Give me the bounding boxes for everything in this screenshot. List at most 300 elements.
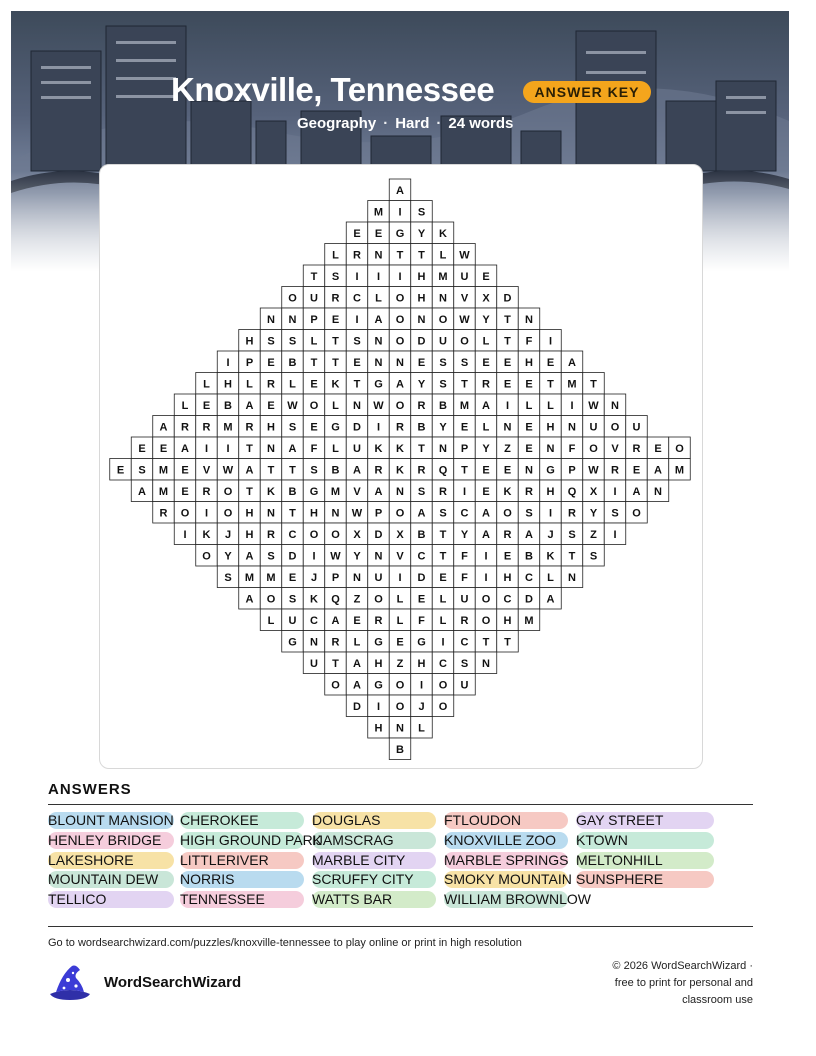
grid-letter: Y <box>439 421 447 434</box>
grid-letter: T <box>504 636 511 649</box>
grid-letter: L <box>439 249 447 262</box>
answer-word-label: HIGH GROUND PARK <box>180 831 323 848</box>
answer-word-label: BLOUNT MANSION <box>48 812 174 828</box>
grid-letter: O <box>503 507 512 520</box>
grid-letter: T <box>289 507 296 520</box>
grid-letter: A <box>288 442 297 455</box>
grid-letter: K <box>374 442 383 455</box>
grid-letter: L <box>375 292 382 305</box>
grid-letter: N <box>374 550 383 563</box>
grid-letter: H <box>546 485 555 498</box>
grid-letter: I <box>484 550 488 563</box>
grid-letter: O <box>331 528 340 541</box>
grid-letter: A <box>245 464 254 477</box>
grid-letter: E <box>632 464 641 477</box>
grid-letter: C <box>288 528 297 541</box>
grid-letter: H <box>245 335 254 348</box>
grid-letter: G <box>546 464 555 477</box>
grid-letter: I <box>355 313 359 326</box>
grid-letter: L <box>439 614 447 627</box>
grid-letter: R <box>632 442 641 455</box>
answer-word-label: IJAMSCRAG <box>312 831 394 848</box>
grid-letter: T <box>439 528 447 541</box>
grid-letter: S <box>460 657 469 670</box>
grid-letter: V <box>353 485 361 498</box>
grid-letter: O <box>202 550 211 563</box>
grid-letter: O <box>223 507 233 520</box>
grid-letter: A <box>632 485 641 498</box>
grid-letter: H <box>417 292 426 305</box>
grid-letter: H <box>503 571 512 584</box>
grid-letter: N <box>439 292 447 305</box>
grid-letter: N <box>525 313 533 326</box>
grid-letter: N <box>353 571 361 584</box>
grid-letter: A <box>245 550 254 563</box>
grid-letter: S <box>288 593 297 606</box>
grid-letter: O <box>395 335 405 348</box>
answer-word <box>576 832 714 849</box>
grid-letter: A <box>374 313 383 326</box>
grid-letter: F <box>461 550 468 563</box>
grid-letter: Z <box>504 442 511 455</box>
grid-letter: T <box>396 249 404 262</box>
grid-letter: E <box>138 442 146 455</box>
grid-letter: U <box>310 292 318 305</box>
grid-letter: O <box>395 679 405 692</box>
grid-letter: E <box>503 378 512 391</box>
grid-letter: U <box>353 442 361 455</box>
answer-word-label: MARBLE CITY <box>312 851 406 868</box>
grid-letter: A <box>396 378 404 391</box>
grid-letter: Z <box>353 593 361 606</box>
grid-letter: U <box>589 421 598 434</box>
grid-letter: P <box>331 571 340 584</box>
grid-letter: K <box>503 485 512 498</box>
answer-word-label: TELLICO <box>48 891 107 908</box>
grid-letter: R <box>482 378 490 391</box>
grid-letter: Q <box>438 464 448 477</box>
grid-letter: E <box>482 485 490 498</box>
grid-letter: I <box>355 270 359 283</box>
grid-letter: R <box>374 614 383 627</box>
grid-letter: S <box>310 464 318 477</box>
grid-letter: B <box>224 399 232 412</box>
grid-letter: D <box>417 335 426 348</box>
grid-letter: W <box>373 399 384 412</box>
grid-letter: H <box>374 722 383 735</box>
wizard-hat-logo-icon <box>46 962 94 1007</box>
grid-letter: I <box>613 485 617 498</box>
answer-word-label: MELTONHILL <box>576 851 663 868</box>
grid-letter: D <box>374 528 383 541</box>
category-label: Geography <box>297 115 377 132</box>
grid-letter: A <box>331 614 340 627</box>
answer-word <box>312 832 436 849</box>
grid-letter: R <box>267 378 275 391</box>
grid-letter: M <box>567 378 577 391</box>
answer-word-label: WILLIAM BROWNLOW <box>444 891 592 908</box>
grid-letter: V <box>460 292 469 305</box>
grid-letter: E <box>503 464 512 477</box>
grid-letter: N <box>568 571 576 584</box>
grid-letter: U <box>460 270 469 283</box>
grid-letter: K <box>546 550 555 563</box>
grid-letter: H <box>525 356 533 369</box>
grid-letter: L <box>525 399 533 412</box>
grid-letter: I <box>548 507 553 520</box>
answer-word-label: SMOKY MOUNTAIN <box>444 871 572 888</box>
grid-letter: I <box>204 442 209 455</box>
grid-letter: N <box>267 507 275 520</box>
grid-letter: R <box>460 614 469 627</box>
grid-letter: R <box>396 421 404 434</box>
grid-letter: L <box>439 593 447 606</box>
answer-word <box>180 891 304 908</box>
grid-letter: T <box>418 442 425 455</box>
grid-letter: O <box>266 593 276 606</box>
answer-word <box>48 852 174 869</box>
answer-word-label: SCRUFFY CITY <box>312 871 414 888</box>
grid-letter: S <box>439 356 447 369</box>
answer-word-label: TENNESSEE <box>180 891 265 908</box>
play-online-link-text[interactable]: Go to wordsearchwizard.com/puzzles/knoxville-tennessee to play online or print in high resolution <box>48 937 522 949</box>
grid-letter: O <box>632 507 641 520</box>
grid-letter: I <box>419 679 424 692</box>
grid-letter: G <box>374 636 383 649</box>
grid-letter: C <box>417 550 426 563</box>
grid-letter: W <box>351 507 363 520</box>
page-title: Knoxville, Tennessee <box>171 71 495 108</box>
grid-letter: N <box>374 356 383 369</box>
grid-letter: R <box>417 399 426 412</box>
grid-letter: N <box>611 399 619 412</box>
grid-letter: E <box>310 378 318 391</box>
grid-letter: G <box>395 227 405 240</box>
grid-letter: E <box>460 421 469 434</box>
answer-word-label: KNOXVILLE ZOO <box>444 831 557 848</box>
copyright-line: free to print for personal and <box>614 977 753 989</box>
grid-letter: E <box>503 356 512 369</box>
grid-letter: M <box>459 399 470 412</box>
grid-letter: O <box>610 421 620 434</box>
grid-letter: N <box>396 356 404 369</box>
grid-letter: E <box>439 571 447 584</box>
grid-letter: A <box>568 356 576 369</box>
grid-letter: L <box>332 399 339 412</box>
grid-letter: Z <box>396 657 404 670</box>
answer-word-label: FTLOUDON <box>444 812 521 828</box>
grid-letter: E <box>374 227 383 240</box>
grid-letter: H <box>245 528 254 541</box>
grid-letter: S <box>267 550 275 563</box>
grid-letter: K <box>396 464 404 477</box>
grid-letter: E <box>525 378 533 391</box>
grid-letter: I <box>226 356 230 369</box>
grid-letter: K <box>202 528 211 541</box>
grid-letter: S <box>267 335 275 348</box>
answers-heading: ANSWERS <box>48 781 132 798</box>
separator-dot: · <box>436 115 442 132</box>
grid-letter: H <box>245 507 254 520</box>
grid-letter: S <box>288 421 297 434</box>
grid-letter: A <box>353 464 361 477</box>
answer-word <box>312 812 436 829</box>
grid-letter: S <box>589 550 598 563</box>
grid-letter: N <box>503 421 512 434</box>
grid-letter: L <box>418 722 425 735</box>
grid-letter: N <box>525 464 533 477</box>
grid-letter: N <box>288 313 297 326</box>
grid-letter: X <box>396 528 404 541</box>
grid-letter: A <box>546 593 555 606</box>
grid-letter: E <box>181 464 189 477</box>
grid-letter: X <box>482 292 490 305</box>
answer-word-label: KTOWN <box>576 831 628 848</box>
grid-letter: Y <box>482 313 490 326</box>
grid-letter: C <box>310 614 318 627</box>
grid-letter: W <box>588 399 599 412</box>
answer-word-label: GAY STREET <box>576 812 664 828</box>
answer-word <box>180 871 304 888</box>
grid-letter: U <box>439 335 447 348</box>
grid-letter: S <box>331 270 340 283</box>
grid-letter: E <box>116 464 125 477</box>
grid-letter: W <box>222 464 234 477</box>
grid-letter: S <box>568 528 576 541</box>
grid-letter: S <box>224 571 232 584</box>
grid-letter: I <box>548 335 553 348</box>
grid-letter: N <box>331 507 340 520</box>
grid-letter: N <box>310 636 318 649</box>
divider <box>48 926 753 927</box>
grid-letter: D <box>353 421 361 434</box>
grid-letter: T <box>332 356 339 369</box>
grid-letter: I <box>398 270 402 283</box>
grid-letter: G <box>374 679 383 692</box>
grid-letter: R <box>331 636 340 649</box>
grid-letter: E <box>288 571 297 584</box>
grid-letter: O <box>481 593 491 606</box>
answer-word-label: LITTLERIVER <box>180 851 269 868</box>
grid-letter: U <box>460 679 469 692</box>
grid-letter: A <box>138 485 146 498</box>
grid-letter: T <box>246 485 253 498</box>
grid-letter: C <box>353 292 361 305</box>
grid-letter: D <box>353 700 361 713</box>
grid-letter: X <box>353 528 361 541</box>
grid-letter: M <box>524 614 534 627</box>
grid-letter: R <box>159 507 168 520</box>
grid-letter: B <box>288 485 297 498</box>
grid-letter: E <box>181 485 189 498</box>
grid-letter: T <box>547 378 554 391</box>
grid-letter: W <box>588 464 599 477</box>
grid-letter: K <box>310 593 318 606</box>
grid-letter: M <box>330 485 341 498</box>
grid-letter: Q <box>567 485 577 498</box>
grid-letter: L <box>353 636 361 649</box>
grid-letter: K <box>396 442 404 455</box>
answer-word <box>48 891 174 908</box>
grid-letter: D <box>525 593 533 606</box>
grid-letter: N <box>546 442 555 455</box>
grid-letter: Y <box>417 378 426 391</box>
grid-letter: U <box>310 657 318 670</box>
grid-letter: T <box>590 378 597 391</box>
grid-letter: T <box>267 464 275 477</box>
grid-letter: B <box>396 743 404 756</box>
answer-word <box>48 832 174 849</box>
grid-letter: E <box>654 442 662 455</box>
grid-letter: A <box>525 528 533 541</box>
grid-letter: L <box>396 593 404 606</box>
grid-letter: E <box>546 356 555 369</box>
grid-letter: M <box>158 485 169 498</box>
grid-letter: N <box>267 313 275 326</box>
answer-word <box>48 812 174 829</box>
grid-letter: P <box>460 442 469 455</box>
grid-letter: B <box>439 399 447 412</box>
grid-letter: I <box>613 528 617 541</box>
grid-letter: O <box>395 313 405 326</box>
grid-letter: L <box>246 378 253 391</box>
answer-key-badge: ANSWER KEY <box>523 81 651 103</box>
grid-letter: I <box>376 700 381 713</box>
grid-letter: S <box>417 485 426 498</box>
grid-letter: A <box>396 184 404 197</box>
grid-letter: T <box>461 378 468 391</box>
grid-letter: N <box>267 442 275 455</box>
grid-letter: S <box>611 507 619 520</box>
grid-letter: S <box>138 464 146 477</box>
answer-word <box>444 891 592 908</box>
grid-letter: A <box>245 593 254 606</box>
grid-letter: N <box>374 249 383 262</box>
grid-letter: A <box>482 528 490 541</box>
grid-letter: O <box>374 593 383 606</box>
grid-letter: Z <box>590 528 597 541</box>
grid-letter: C <box>460 636 469 649</box>
grid-letter: M <box>244 571 255 584</box>
answer-word <box>576 871 714 888</box>
grid-letter: Y <box>224 550 232 563</box>
grid-letter: R <box>568 507 576 520</box>
grid-letter: H <box>310 507 318 520</box>
grid-letter: A <box>417 507 426 520</box>
grid-letter: N <box>568 421 576 434</box>
grid-letter: M <box>373 206 384 219</box>
grid-letter: W <box>287 399 298 412</box>
grid-letter: T <box>568 550 576 563</box>
grid-letter: T <box>332 335 339 348</box>
word-count-label: 24 words <box>448 115 514 132</box>
answer-word <box>444 871 572 888</box>
grid-letter: S <box>460 356 469 369</box>
grid-letter: E <box>331 313 340 326</box>
grid-letter: I <box>183 528 187 541</box>
grid-letter: N <box>396 722 404 735</box>
grid-letter: T <box>310 356 318 369</box>
answer-word <box>444 852 568 869</box>
grid-letter: H <box>374 657 383 670</box>
grid-letter: C <box>439 657 447 670</box>
grid-letter: I <box>398 571 402 584</box>
grid-letter: N <box>439 442 447 455</box>
answer-word-label: SUNSPHERE <box>576 871 664 888</box>
grid-letter: P <box>310 313 318 326</box>
grid-letter: E <box>353 614 361 627</box>
grid-letter: J <box>224 528 232 541</box>
grid-letter: R <box>525 485 533 498</box>
grid-letter: D <box>503 292 512 305</box>
grid-letter: S <box>439 378 447 391</box>
grid-letter: V <box>202 464 211 477</box>
grid-letter: L <box>482 421 490 434</box>
grid-letter: L <box>482 335 490 348</box>
grid-letter: I <box>484 571 488 584</box>
grid-letter: F <box>461 571 468 584</box>
grid-letter: E <box>525 442 533 455</box>
grid-letter: O <box>395 507 405 520</box>
grid-letter: L <box>181 399 189 412</box>
brand-name: WordSearchWizard <box>104 974 242 991</box>
grid-letter: R <box>611 464 619 477</box>
grid-letter: I <box>570 399 574 412</box>
grid-letter: K <box>331 378 340 391</box>
grid-letter: G <box>288 636 297 649</box>
grid-letter: I <box>462 485 467 498</box>
answer-word <box>312 891 436 908</box>
grid-letter: P <box>568 464 576 477</box>
grid-letter: S <box>288 335 297 348</box>
difficulty-label: Hard <box>395 115 430 132</box>
grid-letter: T <box>482 636 490 649</box>
grid-letter: L <box>547 571 554 584</box>
grid-letter: T <box>504 335 511 348</box>
grid-letter: E <box>353 356 361 369</box>
grid-letter: E <box>417 593 426 606</box>
grid-letter: P <box>374 507 383 520</box>
separator-dot: · <box>383 115 389 132</box>
grid-letter: C <box>503 593 512 606</box>
grid-letter: N <box>353 399 361 412</box>
grid-letter: E <box>396 636 404 649</box>
grid-letter: K <box>267 485 275 498</box>
grid-letter: I <box>398 206 402 219</box>
grid-letter: V <box>611 442 619 455</box>
grid-letter: H <box>417 270 426 283</box>
grid-letter: E <box>417 356 426 369</box>
grid-letter: V <box>396 550 404 563</box>
answer-word-label: CHEROKEE <box>180 812 259 828</box>
grid-letter: M <box>266 571 276 584</box>
grid-letter: I <box>312 550 316 563</box>
grid-letter: K <box>439 227 447 240</box>
grid-letter: O <box>395 700 405 713</box>
grid-letter: P <box>245 356 254 369</box>
grid-letter: O <box>675 442 684 455</box>
grid-letter: H <box>503 614 512 627</box>
answer-word <box>180 812 304 829</box>
copyright-notice <box>583 958 753 1009</box>
grid-letter: B <box>288 356 297 369</box>
answer-word-label: LAKESHORE <box>48 851 134 868</box>
grid-letter: O <box>438 313 448 326</box>
grid-letter: A <box>374 485 383 498</box>
grid-letter: A <box>353 657 361 670</box>
grid-letter: E <box>202 399 211 412</box>
grid-letter: T <box>246 442 253 455</box>
